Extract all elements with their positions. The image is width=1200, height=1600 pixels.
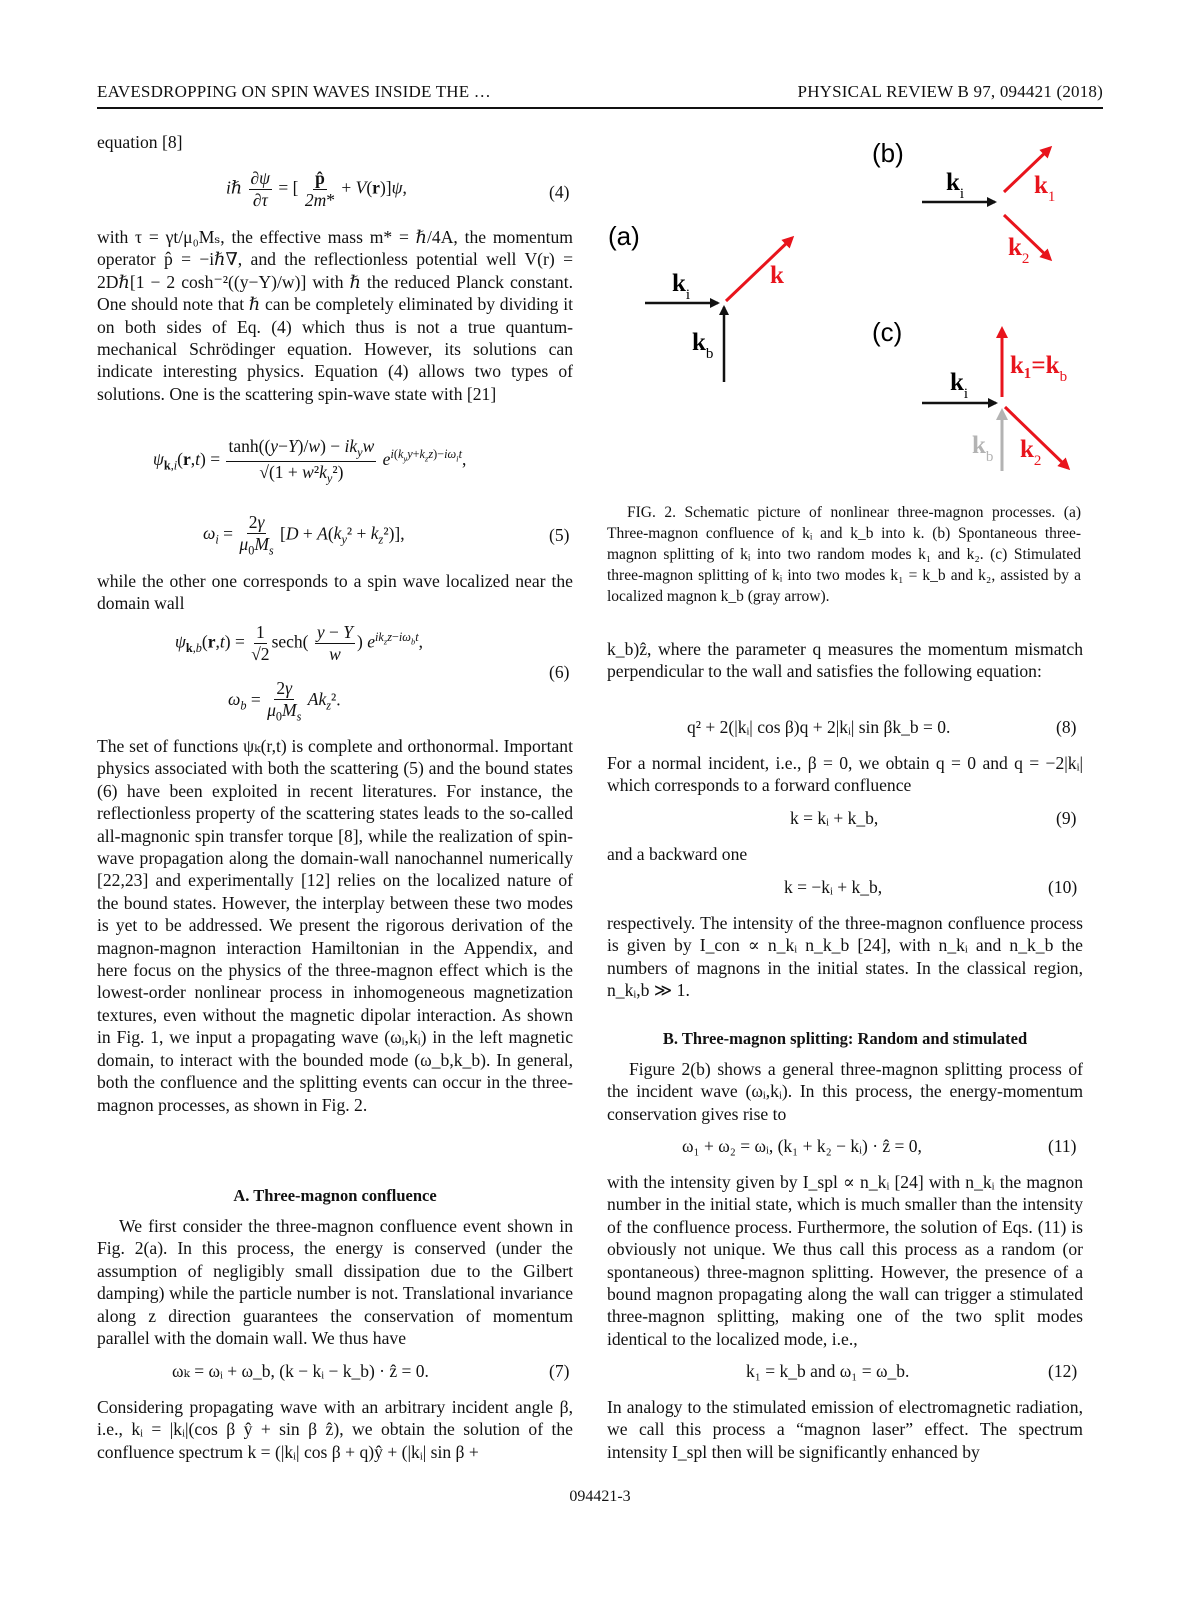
right-paragraph-after-eq8: For a normal incident, i.e., β = 0, we obtain q = 0 and q = −2|kᵢ| which corresponds to a forward confluence <box>607 753 1083 796</box>
label-k2-c: $k_2$ <box>1020 436 1042 469</box>
right-paragraph-after-eq10: respectively. The intensity of the three-magnon confluence process is given by I_con ∝ n_kᵢ n_k_b [24], with n_kᵢ and n_k_b the numbers of magnons in the initial states. In the classical region, n_kᵢ,b ≫ 1. <box>607 913 1083 1001</box>
equation-4: iℏ $\frac{\partial\psi}{\partial\tau}$ = [ $\frac{p̂}{2m*}$ + V(r)]ψ, <box>226 168 407 210</box>
right-paragraph-after-eq11: with the intensity given by I_spl ∝ n_kᵢ [24] with n_kᵢ the magnon number in the initial state, which is much smaller than the intensity of the confluence process. Furthermore, the solution of Eqs. (11) is obviously not unique. We thus call this process as a random (or spontaneous) three-magnon splitting. However, the presence of a bound magnon propagating along the wall can trigger a stimulated three-magnon splitting, making one of the two split modes identical to the localized mode, i.e., <box>607 1172 1083 1349</box>
left-paragraph-after-eq6: The set of functions ψₖ(r,t) is complete and orthonormal. Important physics associated with both the scattering (5) and the bound states (6) have been exploited in recent literatures. For instance, the reflectionless property of the scattering states leads to the so-called all-magnonic spin transfer torque [8], while the realization of spin-wave propagation along the domain-wall nanochannel numerically [22,23] and experimentally [12] relies on the localized nature of the bound states. However, the interplay between these two modes is yet to be addressed. We present the rigorous derivation of the magnon-magnon interaction Hamiltonian in the Appendix, and here focus on the physics of the three-magnon effect which is the lowest-order nonlinear process in inhomogeneous magnetization textures, even without the magnetic dipolar interaction. As shown in Fig. 1, we input a propagating wave (ωᵢ,kᵢ) in the left magnetic domain, to interact with the bounded mode (ω_b,k_b). In general, both the confluence and the splitting events can occur in the three-magnon processes, as shown in Fig. 2. <box>97 736 573 1115</box>
page-number: 094421-3 <box>569 1488 631 1505</box>
label-ki-c: $k_i$ <box>950 369 969 402</box>
running-header-left: EAVESDROPPING ON SPIN WAVES INSIDE THE … <box>97 82 492 101</box>
section-heading-b: B. Three-magnon splitting: Random and stimulated <box>662 1029 1028 1048</box>
equation-5-number: (5) <box>549 525 570 545</box>
panel-label-a: (a) <box>608 221 640 251</box>
equation-12-number: (12) <box>1048 1361 1078 1381</box>
label-kb-c: $k_b$ <box>972 432 994 465</box>
left-paragraph-section-a: We first consider the three-magnon confluence event shown in Fig. 2(a). In this process, the energy is conserved (under the assumption of negligibly small dissipation due to the Gilbert damping) while the particle number is not. Translational invariance along z direction guarantees the conservation of momentum parallel with the domain wall. We thus have <box>97 1216 573 1349</box>
left-paragraph-after-eq5: while the other one corresponds to a spin wave localized near the domain wall <box>97 571 573 614</box>
equation-10-number: (10) <box>1048 877 1078 897</box>
equation-7: ωₖ = ωᵢ + ω_b, (k − kᵢ − k_b) · ẑ = 0. <box>172 1361 429 1381</box>
figure-2-schematic <box>600 135 1100 485</box>
equation-11: ω₁ + ω₂ = ωᵢ, (k₁ + k₂ − kᵢ) · ẑ = 0, <box>682 1136 922 1156</box>
equation-8: q² + 2(|kᵢ| cos β)q + 2|kᵢ| sin βk_b = 0. <box>687 717 951 737</box>
right-paragraph-section-b: Figure 2(b) shows a general three-magnon splitting process of the incident wave (ωᵢ,kᵢ). In this process, the energy-momentum conservation gives rise to <box>607 1059 1083 1124</box>
equation-11-number: (11) <box>1048 1136 1077 1156</box>
equation-6-frequency: $\omega_b$ = $\frac{2\gamma}{\mu_0M_s}$ $Ak_z^2$. <box>228 678 341 724</box>
equation-9: k = kᵢ + k_b, <box>790 808 879 828</box>
section-heading-a: A. Three-magnon confluence <box>233 1186 437 1205</box>
equation-5-frequency: $\omega_i$ = $\frac{2\gamma}{\mu_0M_s}$ $[D + A(k_y^2 + k_z^2)]$, <box>203 512 405 558</box>
panel-label-c: (c) <box>872 317 903 347</box>
equation-4-number: (4) <box>549 182 570 202</box>
label-ki-a: $k_i$ <box>672 270 691 303</box>
right-paragraph-after-eq9: and a backward one <box>607 844 748 864</box>
label-k2-b: $k_2$ <box>1008 234 1030 267</box>
label-kb-a: $k_b$ <box>692 329 714 362</box>
right-paragraph-after-eq12: In analogy to the stimulated emission of electromagnetic radiation, we call this process a “magnon laser” effect. The spectrum intensity I_spl then will be significantly enhanced by <box>607 1397 1083 1462</box>
label-k-a: k <box>770 262 784 289</box>
left-paragraph-after-eq4: with τ = γt/μ₀Mₛ, the effective mass m* = ℏ/4A, the momentum operator p̂ = −iℏ∇, and the reflectionless potential well V(r) = 2Dℏ[1 − 2 cosh⁻²((y−Y)/w)] with ℏ the reduced Planck constant. One should note that ℏ can be completely eliminated by dividing it on both sides of Eq. (4) which thus is not a true quantum-mechanical Schrödinger equation. However, its solutions can indicate interesting physics. Equation (4) allows two types of solutions. One is the scattering spin-wave state with [21] <box>97 227 573 404</box>
equation-6-number: (6) <box>549 662 570 682</box>
label-ki-b: $k_i$ <box>946 169 965 202</box>
left-paragraph-equation-intro: equation [8] <box>97 132 183 152</box>
panel-label-b: (b) <box>872 138 904 168</box>
running-header-right: PHYSICAL REVIEW B 97, 094421 (2018) <box>797 82 1103 101</box>
figure-2-caption: FIG. 2. Schematic picture of nonlinear three-magnon processes. (a) Three-magnon confluence of kᵢ and k_b into k. (b) Spontaneous three-magnon splitting of kᵢ into two random modes k₁ and k₂. (c) Stimulated three-magnon splitting of kᵢ into two modes k₁ = k_b and k₂, assisted by a localized magnon k_b (gray arrow). <box>607 504 1081 605</box>
equation-7-number: (7) <box>549 1361 570 1381</box>
right-paragraph-continuation: k_b)ẑ, where the parameter q measures the momentum mismatch perpendicular to the wall and satisfies the following equation: <box>607 639 1083 682</box>
equation-6-wavefunction: $\psi_{k,b}(r,t)$ = $\frac{1}{√2}$ sech( $\frac{y - Y}{w}$ ) $e^{ik_zz-i\omega_bt}$, <box>175 622 424 664</box>
equation-9-number: (9) <box>1056 808 1077 828</box>
equation-8-number: (8) <box>1056 717 1077 737</box>
equation-10: k = −kᵢ + k_b, <box>784 877 883 897</box>
equation-12: k₁ = k_b and ω₁ = ω_b. <box>746 1361 910 1381</box>
label-k1-eq-kb-c: $k_1=k_b$ <box>1010 352 1068 385</box>
left-paragraph-after-eq7: Considering propagating wave with an arbitrary incident angle β, i.e., kᵢ = |kᵢ|(cos β ŷ + sin β ẑ), we obtain the solution of the confluence spectrum k = (|kᵢ| cos β + q)ŷ + (|kᵢ| sin β + <box>97 1397 573 1462</box>
header-rule <box>97 107 1103 109</box>
label-k1-b: $k_1$ <box>1034 172 1056 205</box>
equation-5-wavefunction: $\psi_{k,i}(r,t)$ = $\frac{\tanh((y-Y)/w) - ik_yw}{√(1 + w^2k_y^2)}$ $e^{i(k_yy+k_zz)-i\omega_it}$, <box>153 436 467 485</box>
